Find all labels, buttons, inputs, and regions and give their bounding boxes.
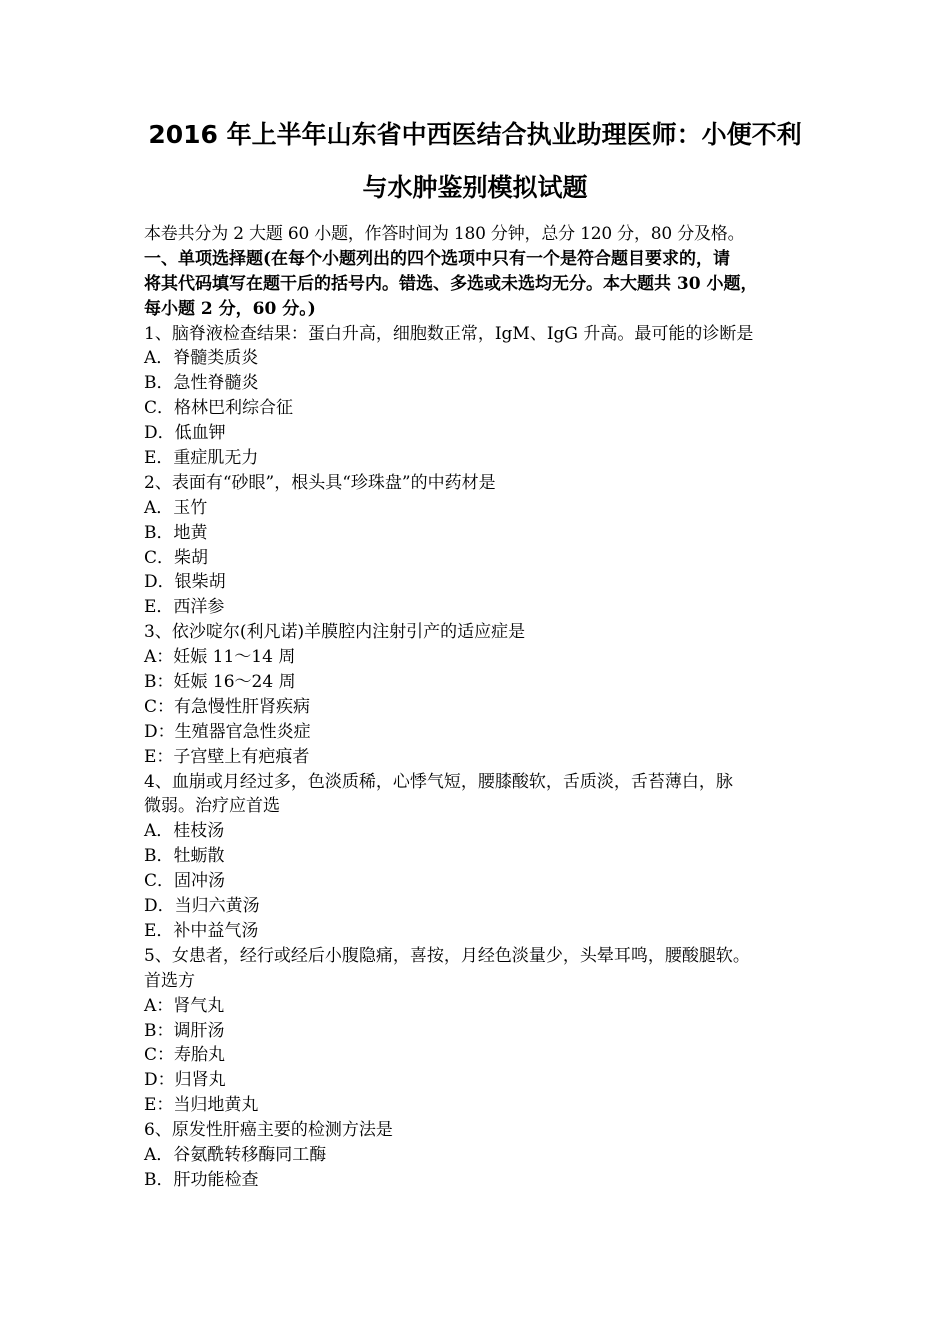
answer-option: A．桂枝汤 (144, 821, 225, 842)
answer-option: B．牡蛎散 (144, 846, 225, 867)
answer-option: B．急性脊髓炎 (144, 373, 259, 394)
answer-option: D．低血钾 (144, 423, 226, 444)
section-heading-line: 每小题 2 分，60 分。) (144, 298, 316, 319)
question-stem: 2、表面有“砂眼”，根头具“珍珠盘”的中药材是 (144, 472, 496, 493)
section-heading-line: 将其代码填写在题干后的括号内。错选、多选或未选均无分。本大题共 30 小题， (144, 273, 758, 294)
exam-intro: 本卷共分为 2 大题 60 小题，作答时间为 180 分钟，总分 120 分，80 分及格。 (144, 224, 745, 244)
answer-option: A．玉竹 (144, 497, 208, 518)
answer-option: A：妊娠 11～14 周 (144, 647, 296, 668)
answer-option: E．西洋参 (144, 597, 225, 618)
answer-option: E：子宫壁上有疤痕者 (144, 746, 310, 767)
answer-option: C．格林巴利综合征 (144, 398, 294, 419)
answer-option: C：寿胎丸 (144, 1045, 226, 1066)
answer-option: D．当归六黄汤 (144, 896, 260, 917)
answer-option: C：有急慢性肝肾疾病 (144, 696, 311, 717)
question-stem: 微弱。治疗应首选 (144, 796, 280, 817)
answer-option: D：归肾丸 (144, 1070, 226, 1091)
answer-option: E．重症肌无力 (144, 448, 259, 469)
answer-option: A．谷氨酰转移酶同工酶 (144, 1144, 327, 1165)
question-stem: 首选方 (144, 970, 195, 991)
document-body (144, 222, 812, 1193)
answer-option: B．肝功能检查 (144, 1169, 259, 1190)
question-stem: 6、原发性肝癌主要的检测方法是 (144, 1120, 393, 1141)
answer-option: B．地黄 (144, 522, 208, 543)
document-title-line-1: 2016 年上半年山东省中西医结合执业助理医师：小便不利 (148, 120, 802, 149)
answer-option: C．柴胡 (144, 547, 209, 568)
question-stem: 5、女患者，经行或经后小腹隐痛，喜按，月经色淡量少，头晕耳鸣，腰酸腿软。 (144, 945, 750, 966)
answer-option: B：妊娠 16～24 周 (144, 672, 296, 693)
answer-option: D：生殖器官急性炎症 (144, 721, 311, 742)
answer-option: C．固冲汤 (144, 871, 226, 892)
question-stem: 1、脑脊液检查结果：蛋白升高，细胞数正常，IgM、IgG 升高。最可能的诊断是 (144, 323, 754, 344)
question-stem: 3、依沙啶尔(利凡诺)羊膜腔内注射引产的适应症是 (144, 622, 526, 643)
answer-option: D．银柴胡 (144, 572, 226, 593)
question-stem: 4、血崩或月经过多，色淡质稀，心悸气短，腰膝酸软，舌质淡，舌苔薄白，脉 (144, 771, 733, 792)
answer-option: B：调肝汤 (144, 1020, 225, 1041)
section-heading-line: 一、单项选择题(在每个小题列出的四个选项中只有一个是符合题目要求的，请 (144, 248, 731, 269)
document-title-line-2: 与水肿鉴别模拟试题 (362, 173, 588, 202)
answer-option: A：肾气丸 (144, 995, 225, 1016)
answer-option: E：当归地黄丸 (144, 1095, 259, 1116)
answer-option: A．脊髓类质炎 (144, 348, 259, 369)
answer-option: E．补中益气汤 (144, 920, 259, 941)
